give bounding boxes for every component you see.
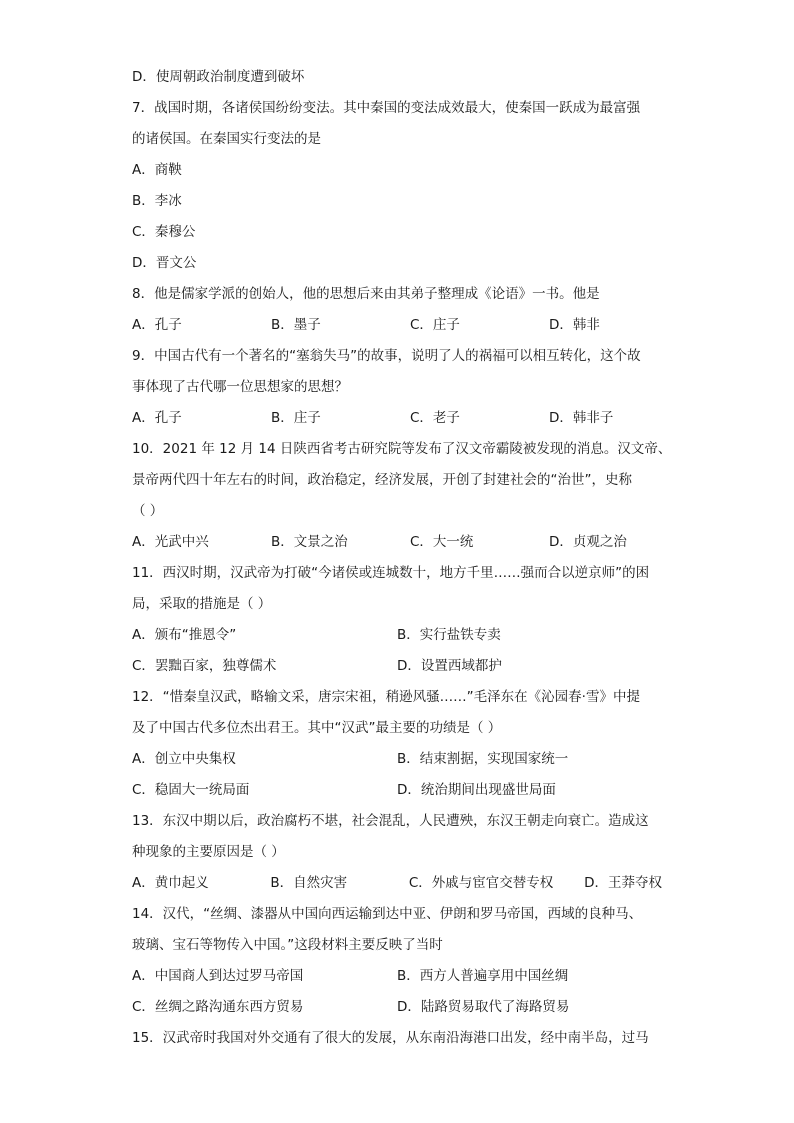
q7-option-c: C．秦穆公 [132, 224, 196, 240]
q14-options-row-2 [132, 992, 662, 1023]
q9-stem-line-1: 9．中国古代有一个著名的“塞翁失马”的故事，说明了人的祸福可以相互转化，这个故 [132, 348, 641, 364]
q14-option-a: A．中国商人到达过罗马帝国 [132, 968, 304, 984]
q14-stem-line-2: 玻璃、宝石等物传入中国。”这段材料主要反映了当时 [132, 937, 443, 953]
q14-option-d: D．陆路贸易取代了海路贸易 [397, 999, 570, 1015]
q10-option-b: B．文景之治 [271, 534, 348, 550]
q10-options [132, 527, 662, 558]
q11-option-b: B．实行盐铁专卖 [397, 627, 501, 643]
q13-option-d: D．王莽夺权 [584, 875, 663, 891]
q14-stem-line-1: 14．汉代，“丝绸、漆器从中国向西运输到达中亚、伊朗和罗马帝国，西域的良种马、 [132, 906, 643, 922]
q6-option-d: D．使周朝政治制度遭到破坏 [132, 69, 305, 85]
q12-stem-line-2: 及了中国古代多位杰出君王。其中“汉武”最主要的功绩是（ ） [132, 720, 502, 736]
q8-option-d: D．韩非 [549, 317, 600, 333]
q13-stem-line-1: 13．东汉中期以后，政治腐朽不堪，社会混乱，人民遭殃，东汉王朝走向衰亡。造成这 [132, 813, 649, 829]
q8-option-b: B．墨子 [271, 317, 321, 333]
q7-option-a: A．商鞅 [132, 162, 182, 178]
q14-option-c: C．丝绸之路沟通东西方贸易 [132, 999, 304, 1015]
q9-option-b: B．庄子 [271, 410, 321, 426]
q11-option-c: C．罢黜百家，独尊儒术 [132, 658, 277, 674]
q12-option-c: C．稳固大一统局面 [132, 782, 250, 798]
q14-option-b: B．西方人普遍享用中国丝绸 [397, 968, 569, 984]
q11-option-d: D．设置西域都护 [397, 658, 502, 674]
q10-stem-line-1: 10．2021 年 12 月 14 日陕西省考古研究院等发布了汉文帝霸陵被发现的消息。汉文帝、 [132, 441, 672, 457]
q10-option-d: D．贞观之治 [549, 534, 627, 550]
q7-stem-line-1: 7．战国时期，各诸侯国纷纷变法。其中秦国的变法成效最大，使秦国一跃成为最富强 [132, 100, 641, 116]
q12-options-row-1 [132, 744, 662, 775]
q11-options-row-1 [132, 620, 662, 651]
q12-options-row-2 [132, 775, 662, 806]
q11-stem-line-2: 局，采取的措施是（ ） [132, 596, 272, 612]
q9-options [132, 403, 662, 434]
q13-options [132, 868, 662, 899]
q11-option-a: A．颁布“推恩令” [132, 627, 237, 643]
q10-option-c: C．大一统 [410, 534, 474, 550]
q13-stem-line-2: 种现象的主要原因是（ ） [132, 844, 285, 860]
question-list [132, 62, 672, 1054]
q13-option-a: A．黄巾起义 [132, 875, 209, 891]
q12-option-d: D．统治期间出现盛世局面 [397, 782, 556, 798]
q11-options-row-2 [132, 651, 662, 682]
q15-stem-line-1: 15．汉武帝时我国对外交通有了很大的发展，从东南沿海港口出发，经中南半岛，过马 [132, 1030, 649, 1046]
q10-option-a: A．光武中兴 [132, 534, 209, 550]
q9-option-a: A．孔子 [132, 410, 182, 426]
q7-option-b: B．李冰 [132, 193, 182, 209]
q7-option-d: D．晋文公 [132, 255, 197, 271]
q8-option-a: A．孔子 [132, 317, 182, 333]
q8-stem-line-1: 8．他是儒家学派的创始人，他的思想后来由其弟子整理成《论语》一书。他是 [132, 286, 600, 302]
q14-options-row-1 [132, 961, 662, 992]
q9-option-d: D．韩非子 [549, 410, 614, 426]
q13-option-b: B．自然灾害 [270, 875, 348, 891]
q8-options [132, 310, 662, 341]
q9-stem-line-2: 事体现了古代哪一位思想家的思想？ [132, 379, 348, 395]
q13-option-c: C．外戚与宦官交替专权 [408, 875, 554, 891]
q12-option-a: A．创立中央集权 [132, 751, 236, 767]
q12-option-b: B．结束割据，实现国家统一 [397, 751, 569, 767]
q10-stem-line-3: （ ） [132, 503, 164, 519]
q10-stem-line-2: 景帝两代四十年左右的时间，政治稳定，经济发展，开创了封建社会的“治世”，史称 [132, 472, 632, 488]
q7-stem-line-2: 的诸侯国。在秦国实行变法的是 [132, 131, 321, 147]
q9-option-c: C．老子 [410, 410, 460, 426]
q8-option-c: C．庄子 [410, 317, 460, 333]
q12-stem-line-1: 12．“惜秦皇汉武，略输文采，唐宗宋祖，稍逊风骚……”毛泽东在《沁园春·雪》中提 [132, 689, 640, 705]
q11-stem-line-1: 11．西汉时期，汉武帝为打破“今诸侯或连城数十，地方千里……强而合以逆京师”的困 [132, 565, 650, 581]
